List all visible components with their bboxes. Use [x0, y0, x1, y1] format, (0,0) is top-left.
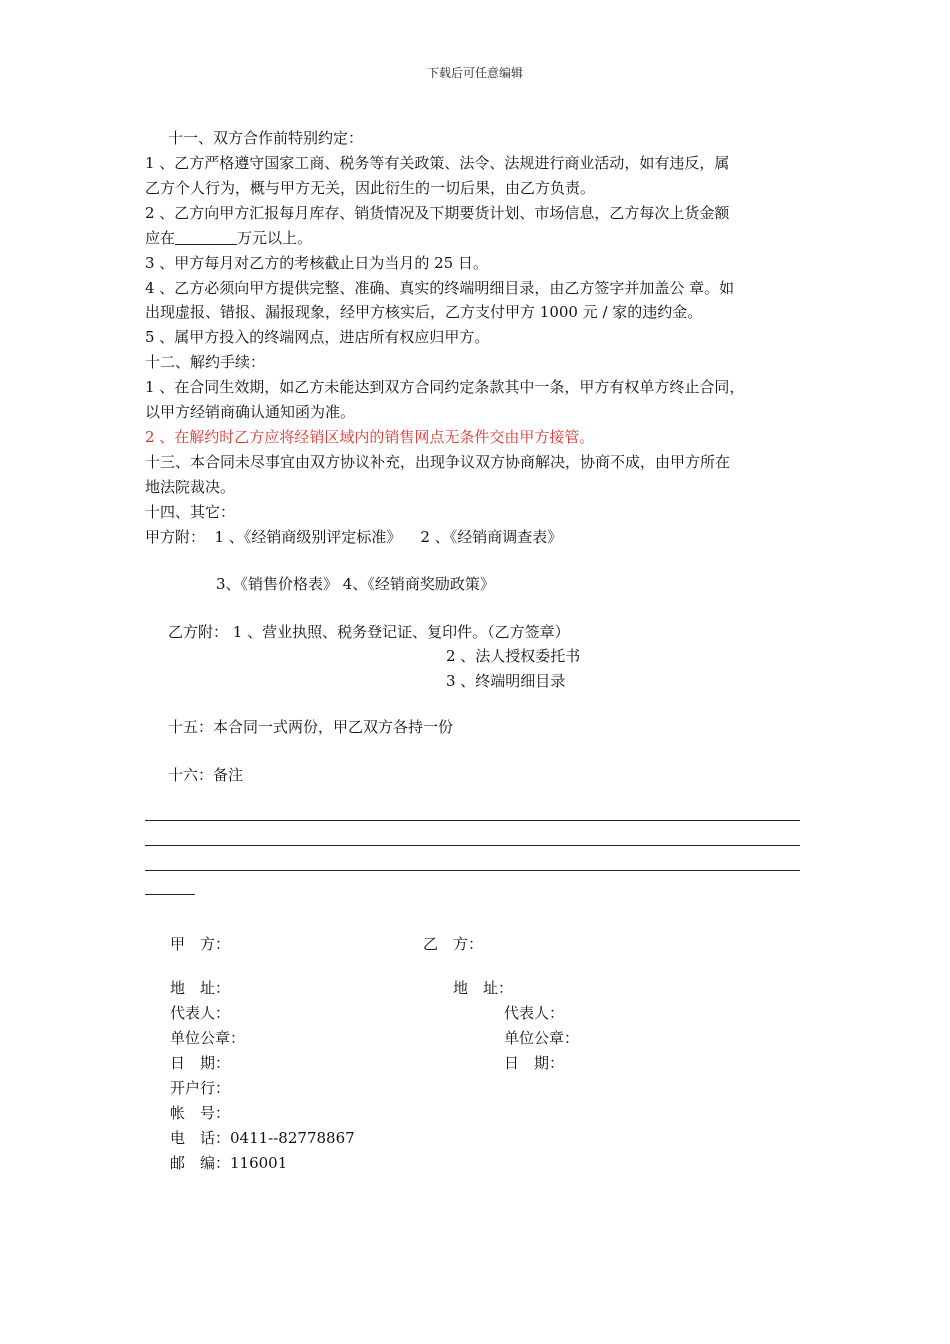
section-11-item-1-line-2: 乙方个人行为，概与甲方无关，因此衍生的一切后果，由乙方负责。 [145, 179, 596, 197]
party-b-attachments-line-1: 乙方附： 1 、营业执照、税务登记证、复印件。（乙方签章） [168, 623, 570, 641]
party-b-attachments-line-3: 3 、终端明细目录 [446, 672, 566, 690]
party-a-address: 地 址： [170, 979, 231, 997]
section-12-item-1-line-2: 以甲方经销商确认通知函为准。 [145, 403, 356, 421]
section-11-item-1-line-1: 1 、乙方严格遵守国家工商、税务等有关政策、法令、法规进行商业活动，如有违反，属 [145, 154, 730, 172]
section-11-item-3: 3 、甲方每月对乙方的考核截止日为当月的 25 日。 [145, 254, 488, 272]
section-11-item-4-line-2: 出现虚报、错报、漏报现象，经甲方核实后，乙方支付甲方 1000 元 / 家的违约金。 [145, 303, 703, 321]
section-13-line-2: 地法院裁决。 [145, 478, 236, 496]
section-14-title: 十四、其它： [145, 503, 236, 521]
amount-prefix: 应在 [145, 229, 176, 247]
section-11-item-2-line-2 [145, 228, 312, 248]
section-11-item-4-line-1: 4 、乙方必须向甲方提供完整、准确、真实的终端明细目录，由乙方签字并加盖公 章。如 [145, 279, 735, 297]
party-a-date: 日 期： [170, 1054, 231, 1072]
party-b-representative: 代表人： [504, 1004, 565, 1022]
section-13-line-1: 十三、本合同未尽事宜由双方协议补充，出现争议双方协商解决，协商不成，由甲方所在 [145, 453, 731, 471]
party-b-attachments-line-2: 2 、法人授权委托书 [446, 647, 581, 665]
section-11-item-2-line-1: 2 、乙方向甲方汇报每月库存、销货情况及下期要货计划、市场信息，乙方每次上货金额 [145, 204, 730, 222]
amount-suffix: 万元以上。 [237, 229, 313, 247]
section-12-item-1-line-1: 1 、在合同生效期，如乙方未能达到双方合同约定条款其中一条，甲方有权单方终止合同， [145, 378, 745, 396]
party-a-attachments-line-2: 3、《销售价格表》 4、《经销商奖励政策》 [216, 575, 495, 593]
party-b-address: 地 址： [453, 979, 514, 997]
remarks-line-2 [145, 845, 800, 846]
party-a-label: 甲 方： [170, 935, 231, 953]
section-12-title: 十二、解约手续： [145, 353, 266, 371]
phone-number: 电 话：0411--82778867 [170, 1129, 355, 1147]
section-11-item-5: 5 、属甲方投入的终端网点，进店所有权应归甲方。 [145, 328, 490, 346]
postal-code: 邮 编：116001 [170, 1154, 288, 1172]
remarks-line-3 [145, 870, 800, 871]
party-a-attachments-line-1: 甲方附： 1 、《经销商级别评定标准》 2 、《经销商调查表》 [145, 528, 563, 546]
party-a-seal: 单位公章： [170, 1029, 246, 1047]
account-number: 帐 号： [170, 1104, 231, 1122]
section-11-title: 十一、双方合作前特别约定： [168, 129, 364, 147]
remarks-line-4 [145, 894, 195, 895]
party-b-label: 乙 方： [423, 935, 484, 953]
party-b-seal: 单位公章： [504, 1029, 580, 1047]
party-b-date: 日 期： [504, 1054, 565, 1072]
party-a-representative: 代表人： [170, 1004, 231, 1022]
section-16-remarks: 十六：备注 [168, 766, 244, 784]
section-15: 十五：本合同一式两份，甲乙双方各持一份 [168, 718, 454, 736]
page-header-note: 下载后可任意编辑 [426, 66, 523, 80]
bank-name: 开户行： [170, 1079, 231, 1097]
section-12-item-2: 2 、在解约时乙方应将经销区域内的销售网点无条件交由甲方接管。 [145, 428, 595, 446]
amount-blank [175, 230, 237, 245]
remarks-line-1 [145, 820, 800, 821]
